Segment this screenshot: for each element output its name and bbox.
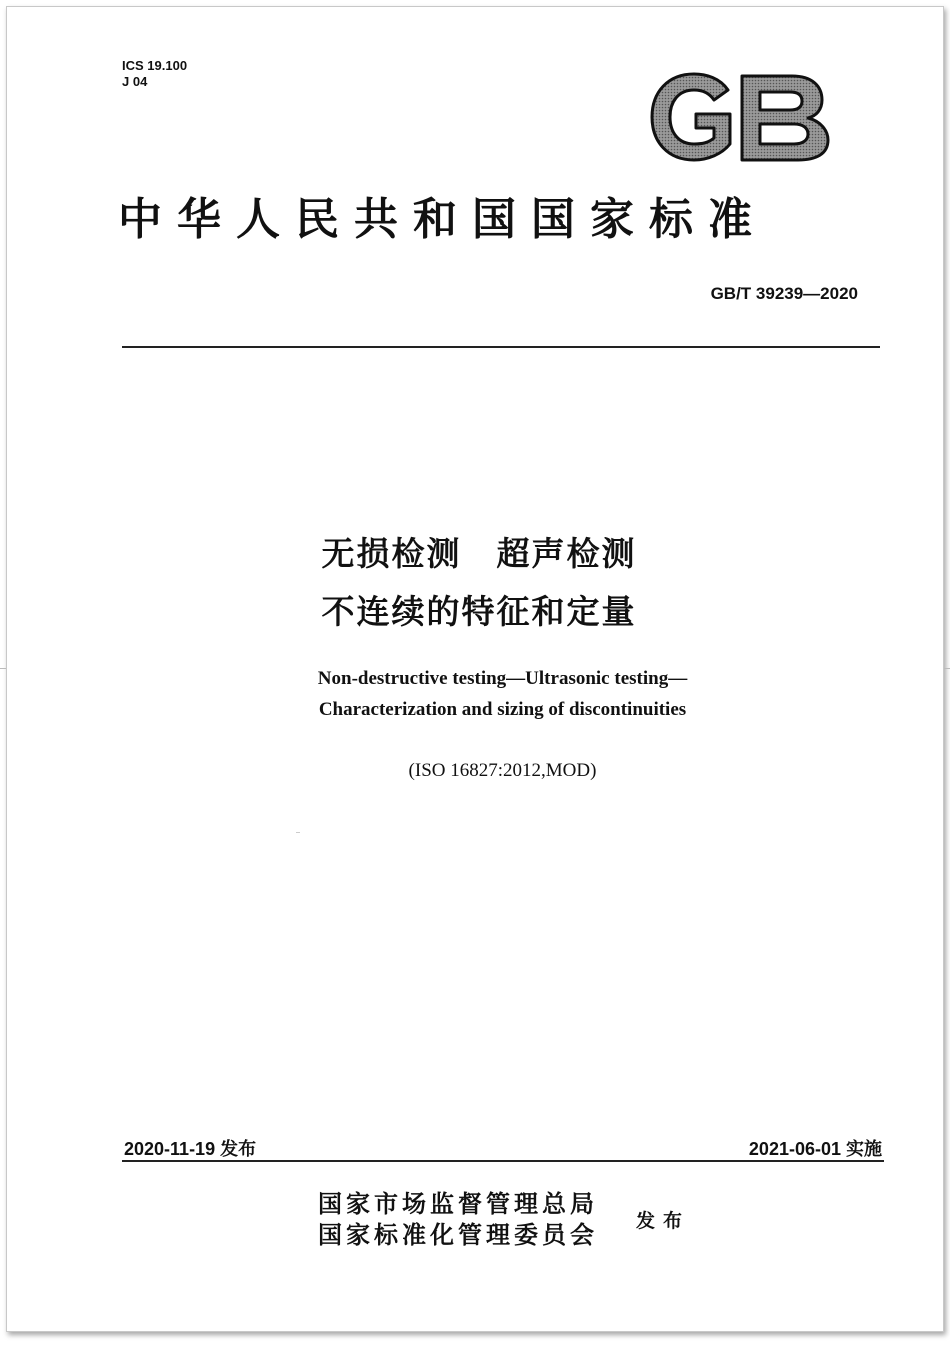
header-divider — [122, 346, 880, 348]
chinese-title-line-2: 不连续的特征和定量 — [321, 592, 637, 631]
scan-speck — [296, 832, 300, 833]
issuer-action: 发布 — [636, 1210, 691, 1232]
issue-date: 2020-11-19 发布 — [124, 1139, 257, 1159]
issuer-line-1: 国家市场监督管理总局 — [318, 1189, 598, 1218]
gb-logo — [646, 70, 832, 164]
issuer-line-2: 国家标准化管理委员会 — [318, 1220, 598, 1249]
issuing-authorities — [318, 1188, 598, 1250]
chinese-title-line-1: 无损检测 超声检测 — [321, 534, 637, 573]
classification-codes — [122, 58, 187, 90]
standard-number: GB/T 39239—2020 — [710, 284, 858, 303]
english-title-line-2: Characterization and sizing of discontinuities — [318, 699, 687, 720]
implementation-date: 2021-06-01 实施 — [748, 1139, 882, 1159]
ics-code: ICS 19.100 — [122, 58, 188, 73]
ccs-code: J 04 — [122, 74, 148, 89]
footer-divider — [122, 1160, 884, 1162]
iso-reference: (ISO 16827:2012,MOD) — [408, 760, 597, 781]
national-standard-title: 中华人民共和国国家标准 — [118, 194, 767, 245]
english-title-line-1: Non-destructive testing—Ultrasonic testing— — [317, 668, 688, 689]
